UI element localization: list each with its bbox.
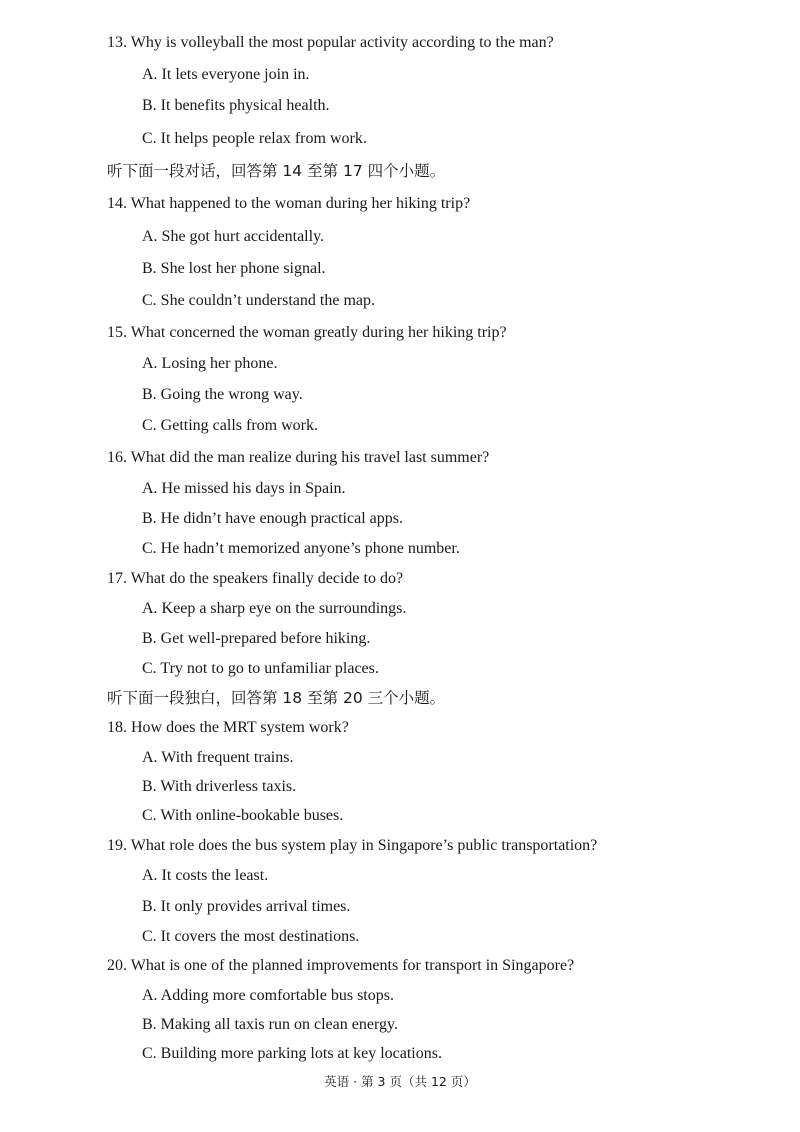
question-13-option-c: C. It helps people relax from work. [142,130,367,147]
question-20-option-a: A. Adding more comfortable bus stops. [142,987,394,1004]
question-17-option-c: C. Try not to go to unfamiliar places. [142,660,379,677]
question-19-option-a: A. It costs the least. [142,867,269,884]
question-20-option-b: B. Making all taxis run on clean energy. [142,1016,398,1033]
question-15-option-b: B. Going the wrong way. [142,386,303,403]
question-20-stem: 20. What is one of the planned improvements for transport in Singapore? [107,957,575,974]
question-16-option-a: A. He missed his days in Spain. [142,480,346,497]
question-15-stem: 15. What concerned the woman greatly during her hiking trip? [107,324,507,341]
section-instruction-14-17: 听下面一段对话，回答第 14 至第 17 四个小题。 [107,162,446,180]
question-13-option-a: A. It lets everyone join in. [142,66,310,83]
question-18-option-a: A. With frequent trains. [142,749,294,766]
question-14-stem: 14. What happened to the woman during her hiking trip? [107,195,471,212]
question-15-option-a: A. Losing her phone. [142,355,278,372]
page-footer: 英语 · 第 3 页（共 12 页） [324,1074,476,1089]
question-19-stem: 19. What role does the bus system play in Singapore’s public transportation? [107,837,598,854]
question-18-stem: 18. How does the MRT system work? [107,719,349,736]
question-14-option-c: C. She couldn’t understand the map. [142,292,375,309]
question-13-stem: 13. Why is volleyball the most popular activity according to the man? [107,34,554,51]
question-20-option-c: C. Building more parking lots at key locations. [142,1045,442,1062]
question-18-option-c: C. With online-bookable buses. [142,807,344,824]
question-18-option-b: B. With driverless taxis. [142,778,297,795]
question-19-option-b: B. It only provides arrival times. [142,898,351,915]
question-14-option-b: B. She lost her phone signal. [142,260,326,277]
question-17-stem: 17. What do the speakers finally decide to do? [107,570,404,587]
question-14-option-a: A. She got hurt accidentally. [142,228,325,245]
question-16-option-b: B. He didn’t have enough practical apps. [142,510,403,527]
question-13-option-b: B. It benefits physical health. [142,97,330,114]
question-15-option-c: C. Getting calls from work. [142,417,318,434]
question-19-option-c: C. It covers the most destinations. [142,928,360,945]
question-16-option-c: C. He hadn’t memorized anyone’s phone number. [142,540,460,557]
section-instruction-18-20: 听下面一段独白，回答第 18 至第 20 三个小题。 [107,689,446,707]
question-17-option-b: B. Get well-prepared before hiking. [142,630,371,647]
question-16-stem: 16. What did the man realize during his travel last summer? [107,449,490,466]
question-17-option-a: A. Keep a sharp eye on the surroundings. [142,600,407,617]
